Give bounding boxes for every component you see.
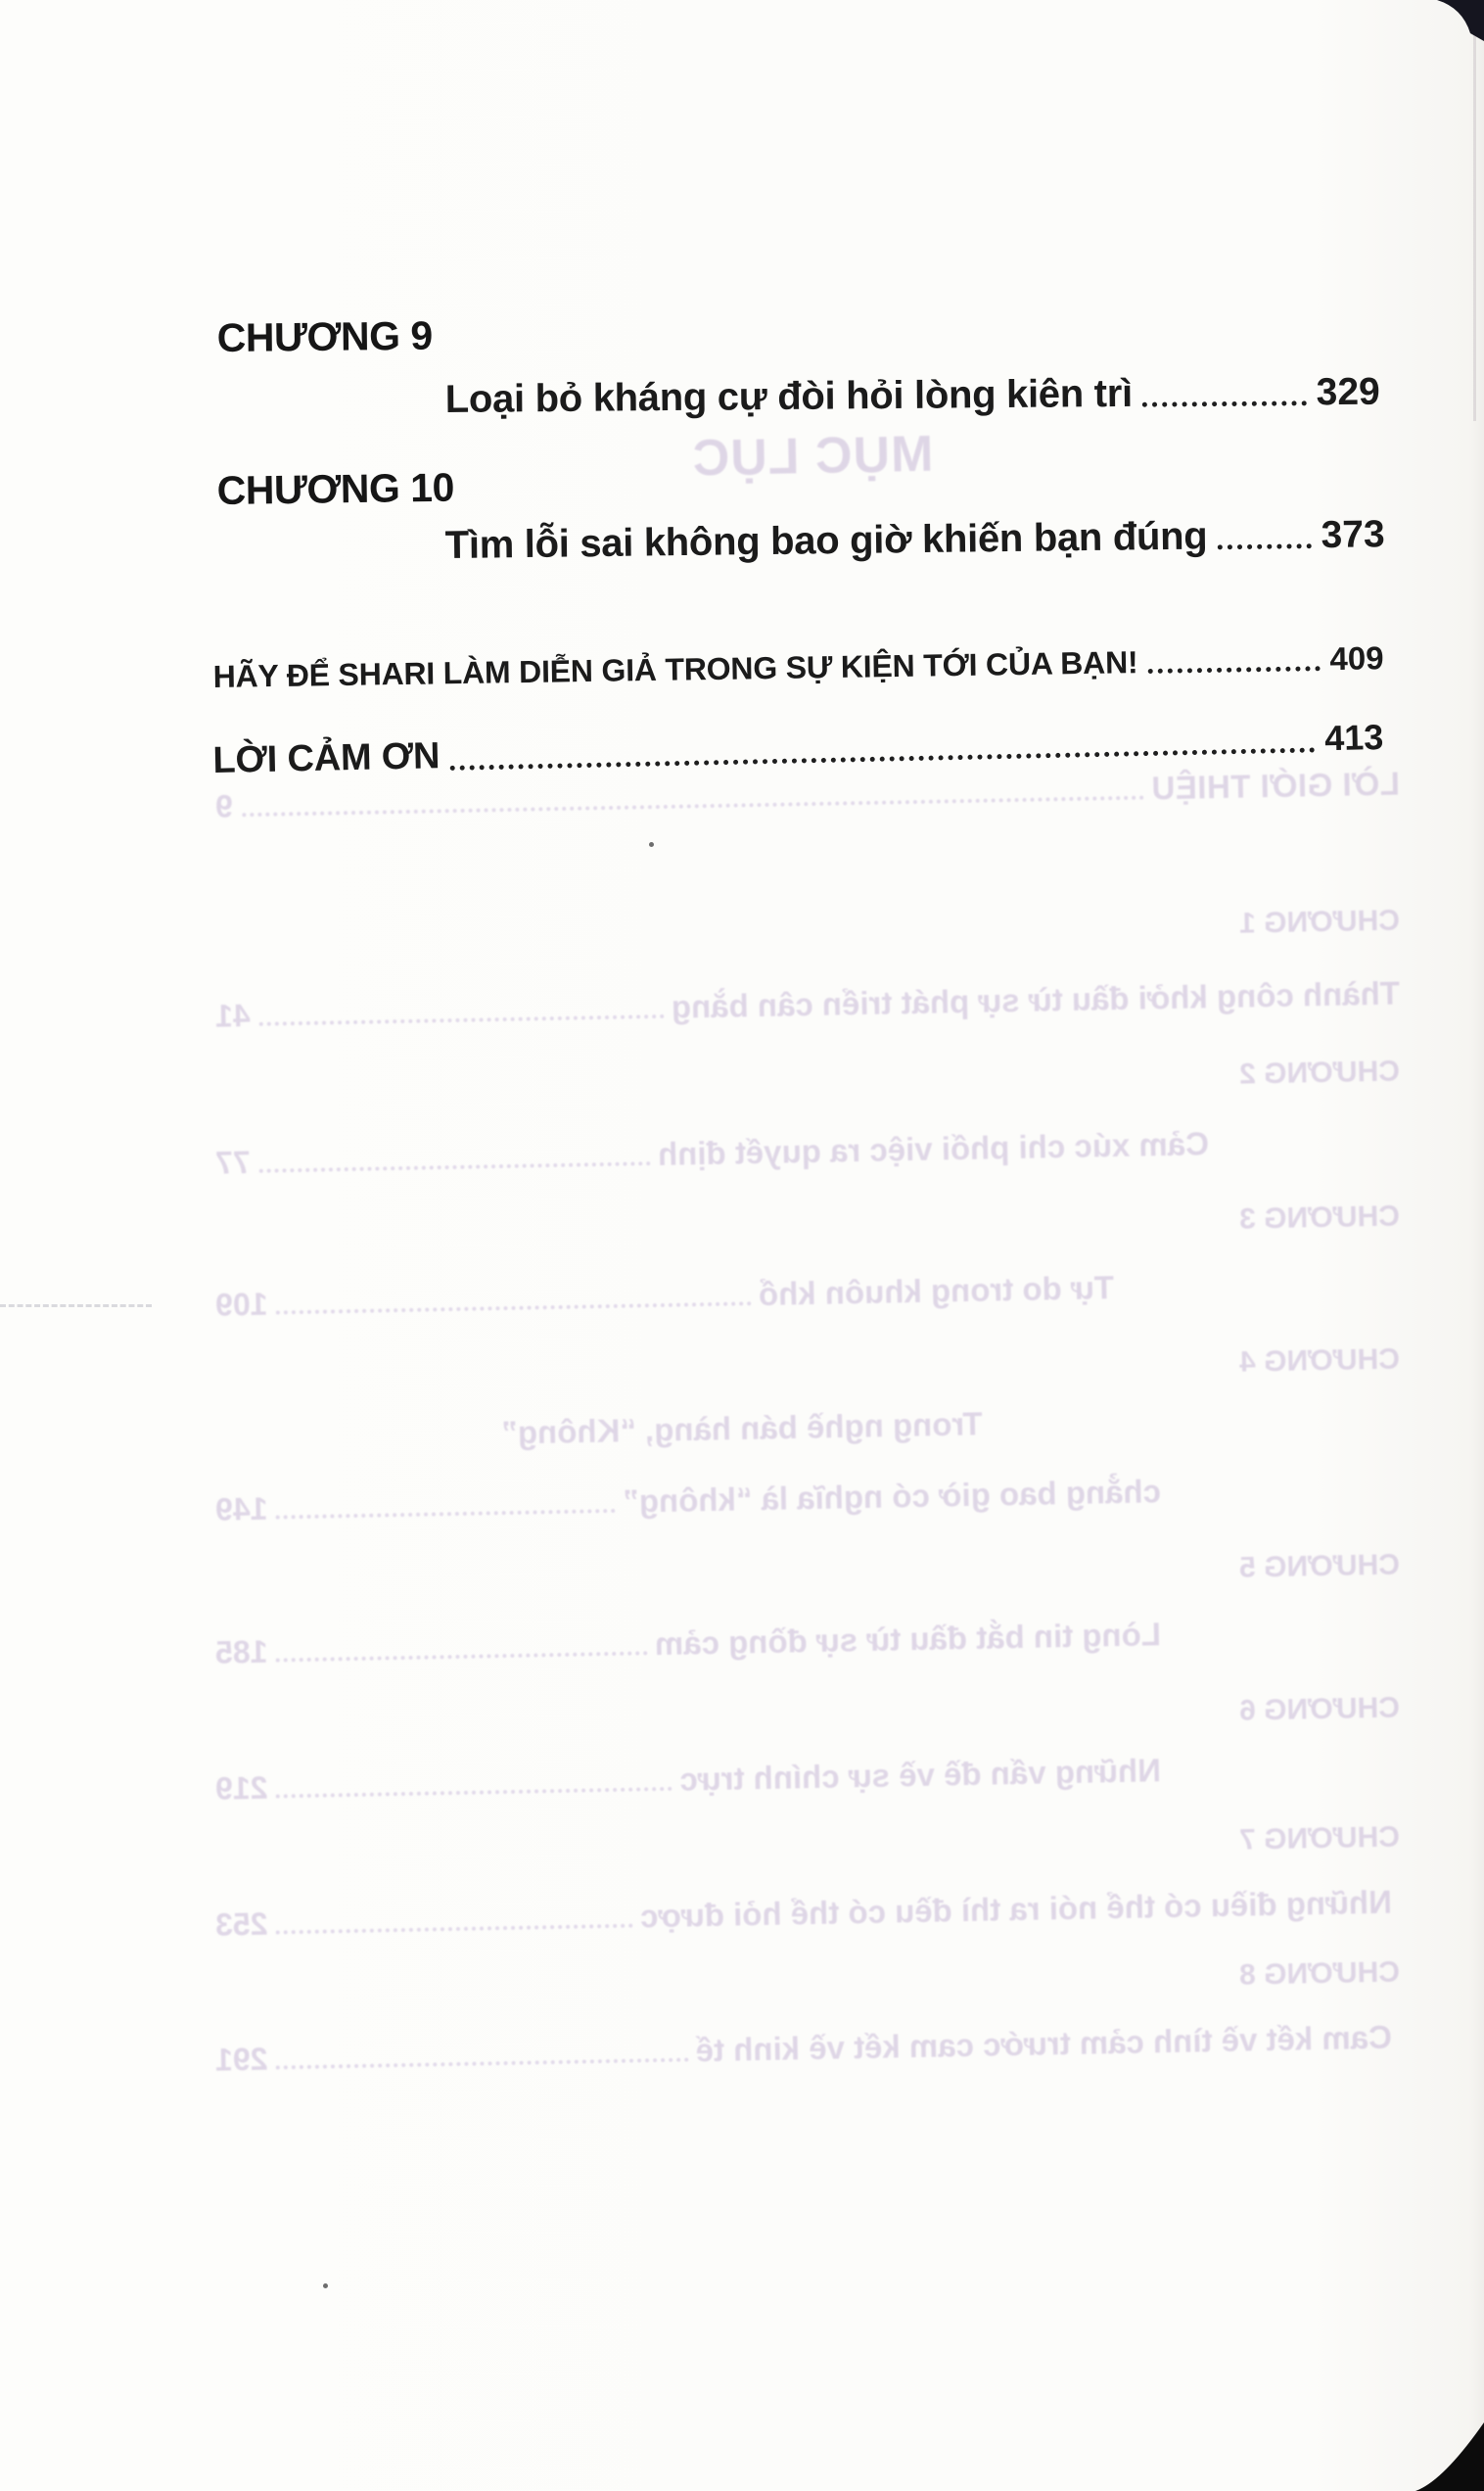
bleedthrough-page-number: 41 xyxy=(214,998,252,1034)
bleedthrough-entry-title: Cảm xúc chi phối việc ra quyết định xyxy=(657,1125,1210,1173)
bleedthrough-chapter-label: CHƯƠNG 3 xyxy=(1238,1199,1401,1236)
toc-entry-title: HÃY ĐỂ SHARI LÀM DIỄN GIẢ TRONG SỰ KIỆN TỚI CỦA BẠN! xyxy=(212,644,1138,695)
page-curl-mark-bottom-right xyxy=(1415,2422,1484,2491)
chapter-9-label: CHƯƠNG 9 xyxy=(216,312,433,361)
bleedthrough-muc-luc-heading: MỤC LỤC xyxy=(691,425,934,488)
bleedthrough-entry-title: Những điều có thể nói ra thì đều có thể hỏi được xyxy=(639,1883,1393,1935)
bleedthrough-page-number: 77 xyxy=(214,1145,252,1181)
bleedthrough-chapter-label: CHƯƠNG 1 xyxy=(1238,904,1401,940)
bleedthrough-page-number: 109 xyxy=(214,1286,268,1323)
bleedthrough-page-number: 291 xyxy=(214,2041,268,2078)
bleedthrough-page-number: 185 xyxy=(214,1633,268,1670)
page-number: 413 xyxy=(1323,716,1384,759)
bleedthrough-entry-title: Trong nghề bán hàng, “Không” xyxy=(501,1405,983,1451)
page-number: 409 xyxy=(1329,639,1384,678)
toc-entry-title: Loại bỏ kháng cự đòi hỏi lòng kiên trì xyxy=(444,371,1133,422)
bleedthrough-entry-title: Lòng tin bắt đầu từ sự đồng cảm xyxy=(654,1616,1162,1663)
bleedthrough-entry-title: Tự do trong khuôn khổ xyxy=(758,1269,1115,1313)
chapter-10-label: CHƯƠNG 10 xyxy=(216,464,455,514)
bleedthrough-page-number: 253 xyxy=(214,1905,268,1943)
bleedthrough-page-number: 9 xyxy=(214,788,234,824)
bleedthrough-chapter-label: CHƯƠNG 5 xyxy=(1238,1548,1401,1584)
bleedthrough-intro-title: LỜI GIỚI THIỆU xyxy=(1150,765,1401,807)
toc-entry-title: LỜI CẢM ƠN xyxy=(212,735,441,782)
toc-entry-title: Tìm lỗi sai không bao giờ khiến bạn đúng xyxy=(444,514,1208,568)
page-number: 329 xyxy=(1316,370,1380,414)
bleedthrough-entry-title: Những vấn đề về sự chính trực xyxy=(679,1752,1162,1798)
bleedthrough-chapter-label: CHƯƠNG 6 xyxy=(1238,1691,1401,1727)
bleedthrough-page-number: 219 xyxy=(214,1769,268,1807)
bleedthrough-entry-title: chẳng bao giờ có nghĩa là “không” xyxy=(623,1473,1162,1520)
bleedthrough-chapter-label: CHƯƠNG 4 xyxy=(1238,1342,1401,1379)
bleedthrough-chapter-label: CHƯƠNG 7 xyxy=(1238,1820,1401,1856)
page-number: 373 xyxy=(1321,513,1385,557)
bleedthrough-chapter-label: CHƯƠNG 2 xyxy=(1238,1055,1401,1091)
bleedthrough-entry-title: Cam kết về tình cảm trước cam kết về kinh tế xyxy=(695,2018,1393,2069)
bleedthrough-chapter-label: CHƯƠNG 8 xyxy=(1238,1955,1401,1992)
bleedthrough-entry-title: Thành công khởi đầu từ sự phát triển cân bằng xyxy=(671,974,1401,1025)
page-curl-mark-top-right xyxy=(1437,0,1484,41)
bleedthrough-page-number: 149 xyxy=(214,1490,268,1528)
